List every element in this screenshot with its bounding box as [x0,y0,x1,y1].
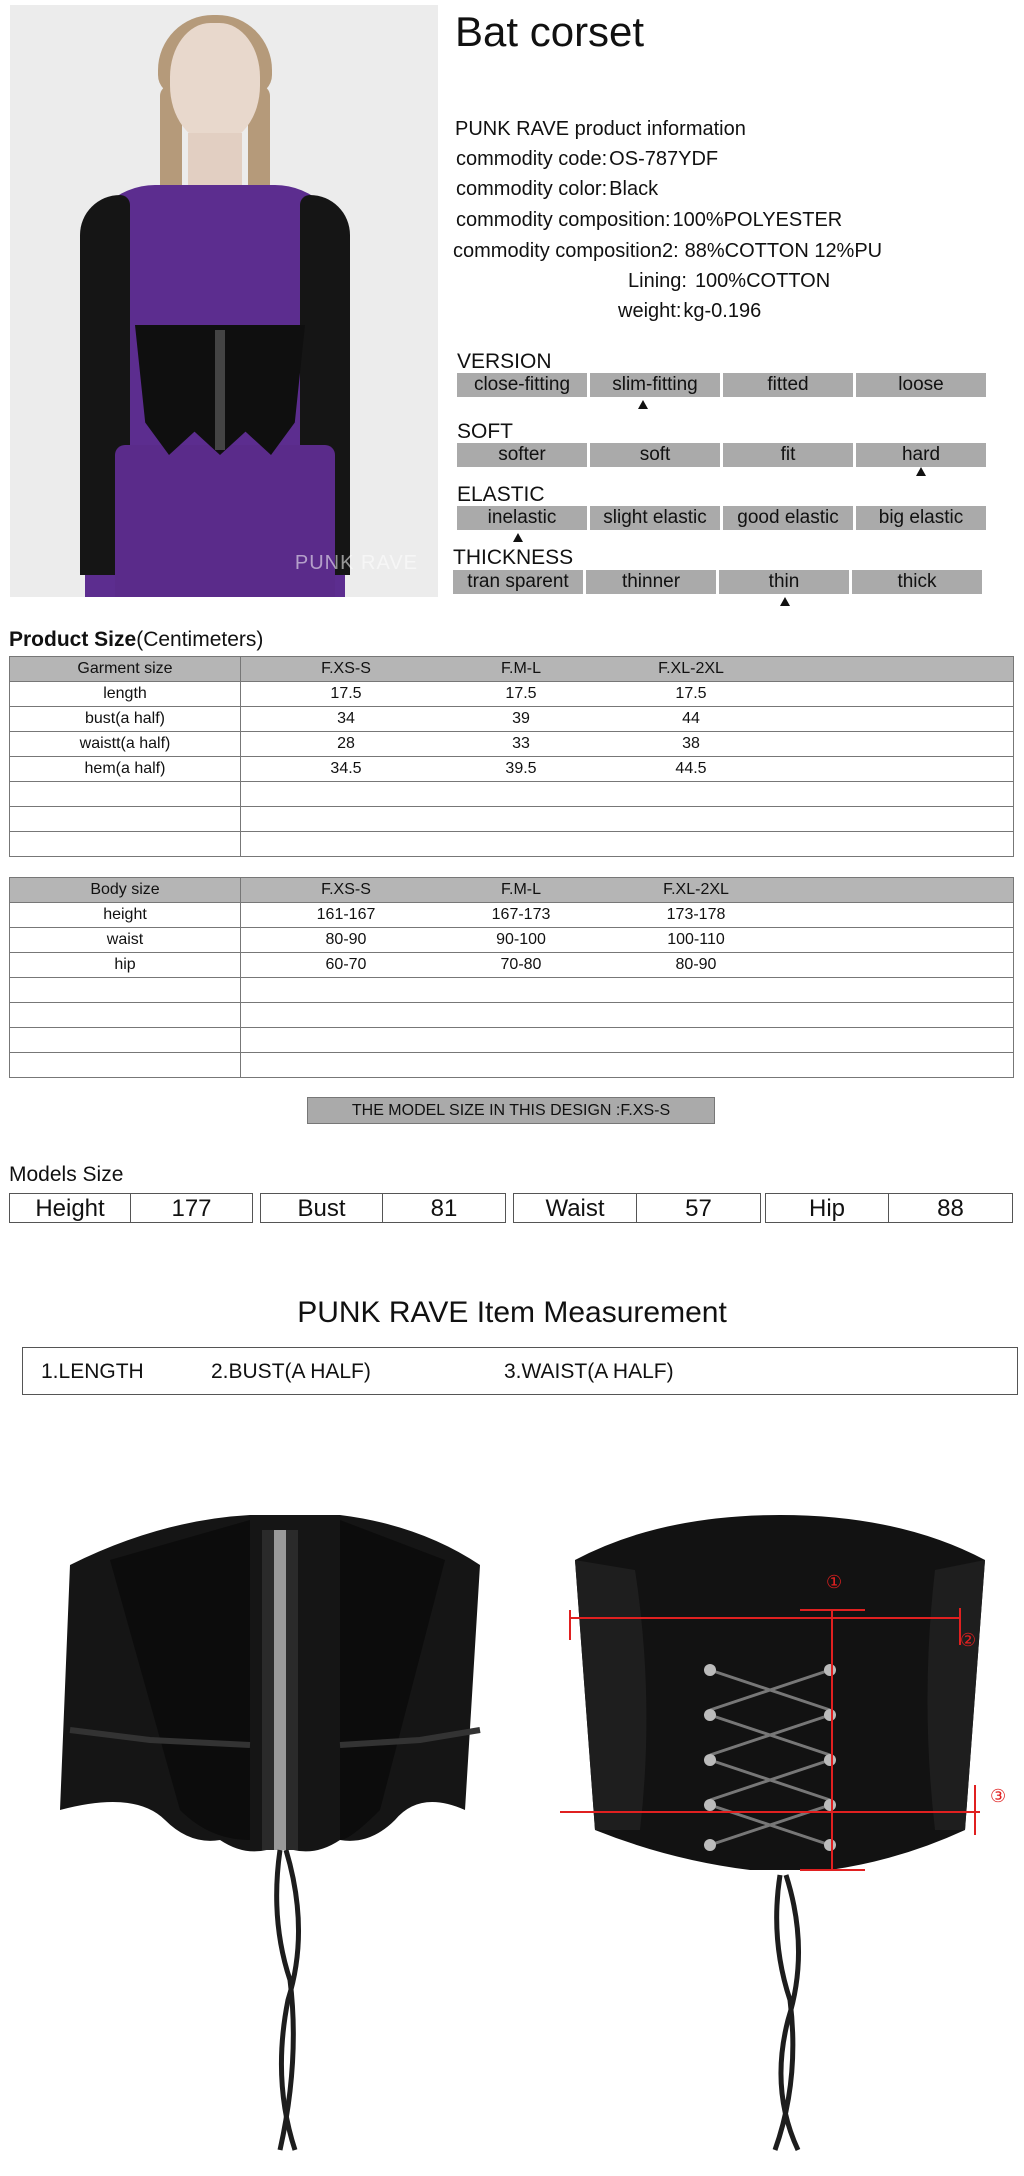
info-row-composition2 [453,240,882,263]
attr-option: thick [852,570,982,594]
attr-version-bars [457,373,986,397]
table-row [10,757,1014,782]
table-cell: 39 [512,710,530,727]
table-row [10,732,1014,757]
table-header-cell: Garment size [10,657,241,682]
measure-marker-1: ① [826,1572,843,1592]
attr-option: softer [457,443,587,467]
models-size-title: Models Size [9,1163,124,1186]
table-cell: bust(a half) [10,707,241,732]
table-cell: height [10,903,241,928]
table-cell: length [10,682,241,707]
table-cell: 17.5 [675,685,707,702]
model-measure-value: 57 [637,1193,761,1223]
attr-option: soft [590,443,720,467]
attr-option: fitted [723,373,853,397]
table-cell: waist [10,928,241,953]
table-cell: 80-90 [325,931,367,948]
table-cell: 80-90 [675,956,717,973]
table-cell: 34.5 [330,760,362,777]
table-row-empty [10,1028,1014,1053]
model-height-cell [9,1193,253,1223]
model-waist-cell [513,1193,761,1223]
product-photo [10,5,438,597]
attr-option: slim-fitting [590,373,720,397]
measure-marker-3: ③ [990,1786,1007,1806]
measurement-item: 1.LENGTH [41,1360,144,1383]
table-cell: 167-173 [491,906,551,923]
info-label: commodity color: [456,178,608,200]
model-measure-value: 81 [383,1193,506,1223]
table-cell: 173-178 [666,906,726,923]
table-header-cell: F.XL-2XL [658,660,724,677]
table-cell: hem(a half) [10,757,241,782]
table-header-cell: F.XL-2XL [663,881,729,898]
model-measure-label: Bust [260,1193,383,1223]
table-cell: 34 [337,710,355,727]
attr-version-title: VERSION [457,350,552,373]
table-row-empty [10,832,1014,857]
table-header-cell: F.XS-S [321,881,371,898]
measure-marker-2: ② [960,1630,977,1650]
table-cell: waistt(a half) [10,732,241,757]
table-header-cell: F.M-L [501,660,541,677]
measurement-legend [22,1347,1018,1395]
attr-soft-bars [457,443,986,467]
attr-option: big elastic [856,506,986,530]
table-cell: 90-100 [496,931,546,948]
table-header-cell: F.XS-S [321,660,371,677]
info-row-composition [456,209,842,232]
measurement-item: 3.WAIST(A HALF) [504,1360,674,1383]
info-label: commodity composition2: [453,240,679,262]
table-cell: 17.5 [505,685,537,702]
attr-option: inelastic [457,506,587,530]
photo-watermark: PUNK RAVE [294,552,418,574]
table-cell: 17.5 [330,685,362,702]
info-row-lining [628,270,830,293]
table-row [10,928,1014,953]
table-row [10,903,1014,928]
table-cell: 44.5 [675,760,707,777]
product-size-title: Product Size [9,628,137,651]
table-cell: 100-110 [667,931,725,948]
model-measure-label: Waist [513,1193,637,1223]
selected-marker-icon [513,533,523,542]
table-row-empty [10,1003,1014,1028]
info-row-code [456,148,718,171]
selected-marker-icon [638,400,648,409]
selected-marker-icon [780,597,790,606]
worn-corset-zipper [215,330,225,450]
model-measure-value: 88 [889,1193,1013,1223]
garment-size-table [9,656,1014,857]
selected-marker-icon [916,467,926,476]
attr-elastic-title: ELASTIC [457,483,545,506]
model-face [170,23,260,143]
table-row [10,682,1014,707]
info-label: commodity composition: [456,209,671,231]
table-cell: 60-70 [325,956,367,973]
table-row-empty [10,807,1014,832]
model-size-note: THE MODEL SIZE IN THIS DESIGN :F.XS-S [307,1097,715,1124]
model-hip-cell [765,1193,1013,1223]
table-header-cell: Body size [10,878,241,903]
info-heading: PUNK RAVE product information [455,118,746,140]
table-cell: hip [10,953,241,978]
table-row-empty [10,782,1014,807]
table-cell: 33 [512,735,530,752]
model-measure-value: 177 [131,1193,253,1223]
attr-option: hard [856,443,986,467]
table-header-values [241,657,1014,682]
model-neck [188,133,242,193]
table-header-row [10,878,1014,903]
body-size-table [9,877,1014,1078]
table-row [10,953,1014,978]
measurement-title: PUNK RAVE Item Measurement [297,1296,727,1329]
corset-back-image [560,1500,1020,2160]
attr-soft-title: SOFT [457,420,513,443]
info-label: commodity code: [456,148,608,170]
table-cell: 28 [337,735,355,752]
info-value: OS-787YDF [609,148,719,170]
info-value: 100%POLYESTER [672,209,843,231]
attr-option: thin [719,570,849,594]
table-header-row [10,657,1014,682]
table-cell: 39.5 [505,760,537,777]
corset-front-image [40,1500,520,2160]
info-value: kg-0.196 [683,300,762,322]
measurement-item: 2.BUST(A HALF) [211,1360,371,1383]
info-value: 100%COTTON [694,270,831,292]
attr-option: loose [856,373,986,397]
info-row-weight [618,300,761,323]
attr-elastic-bars [457,506,986,530]
table-cell: 44 [682,710,700,727]
attr-thickness-bars [453,570,982,594]
model-measure-label: Hip [765,1193,889,1223]
table-cell: 161-167 [316,906,376,923]
product-size-heading [9,628,263,652]
info-row-color [456,178,658,201]
info-value: 88%COTTON 12%PU [684,240,883,262]
attr-option: tran sparent [453,570,583,594]
model-measure-label: Height [9,1193,131,1223]
model-bust-cell [260,1193,506,1223]
info-label: Lining: [628,270,687,292]
product-title: Bat corset [455,8,645,55]
table-cell: 70-80 [500,956,542,973]
attr-thickness-title: THICKNESS [453,546,574,569]
attr-option: slight elastic [590,506,720,530]
product-size-unit: (Centimeters) [136,628,264,651]
info-label: weight: [618,300,682,322]
attr-option: close-fitting [457,373,587,397]
table-cell: 38 [682,735,700,752]
attr-option: good elastic [723,506,853,530]
table-row [10,707,1014,732]
attr-option: thinner [586,570,716,594]
table-row-empty [10,1053,1014,1078]
table-header-cell: F.M-L [501,881,541,898]
attr-option: fit [723,443,853,467]
table-row-empty [10,978,1014,1003]
info-value: Black [609,178,659,200]
